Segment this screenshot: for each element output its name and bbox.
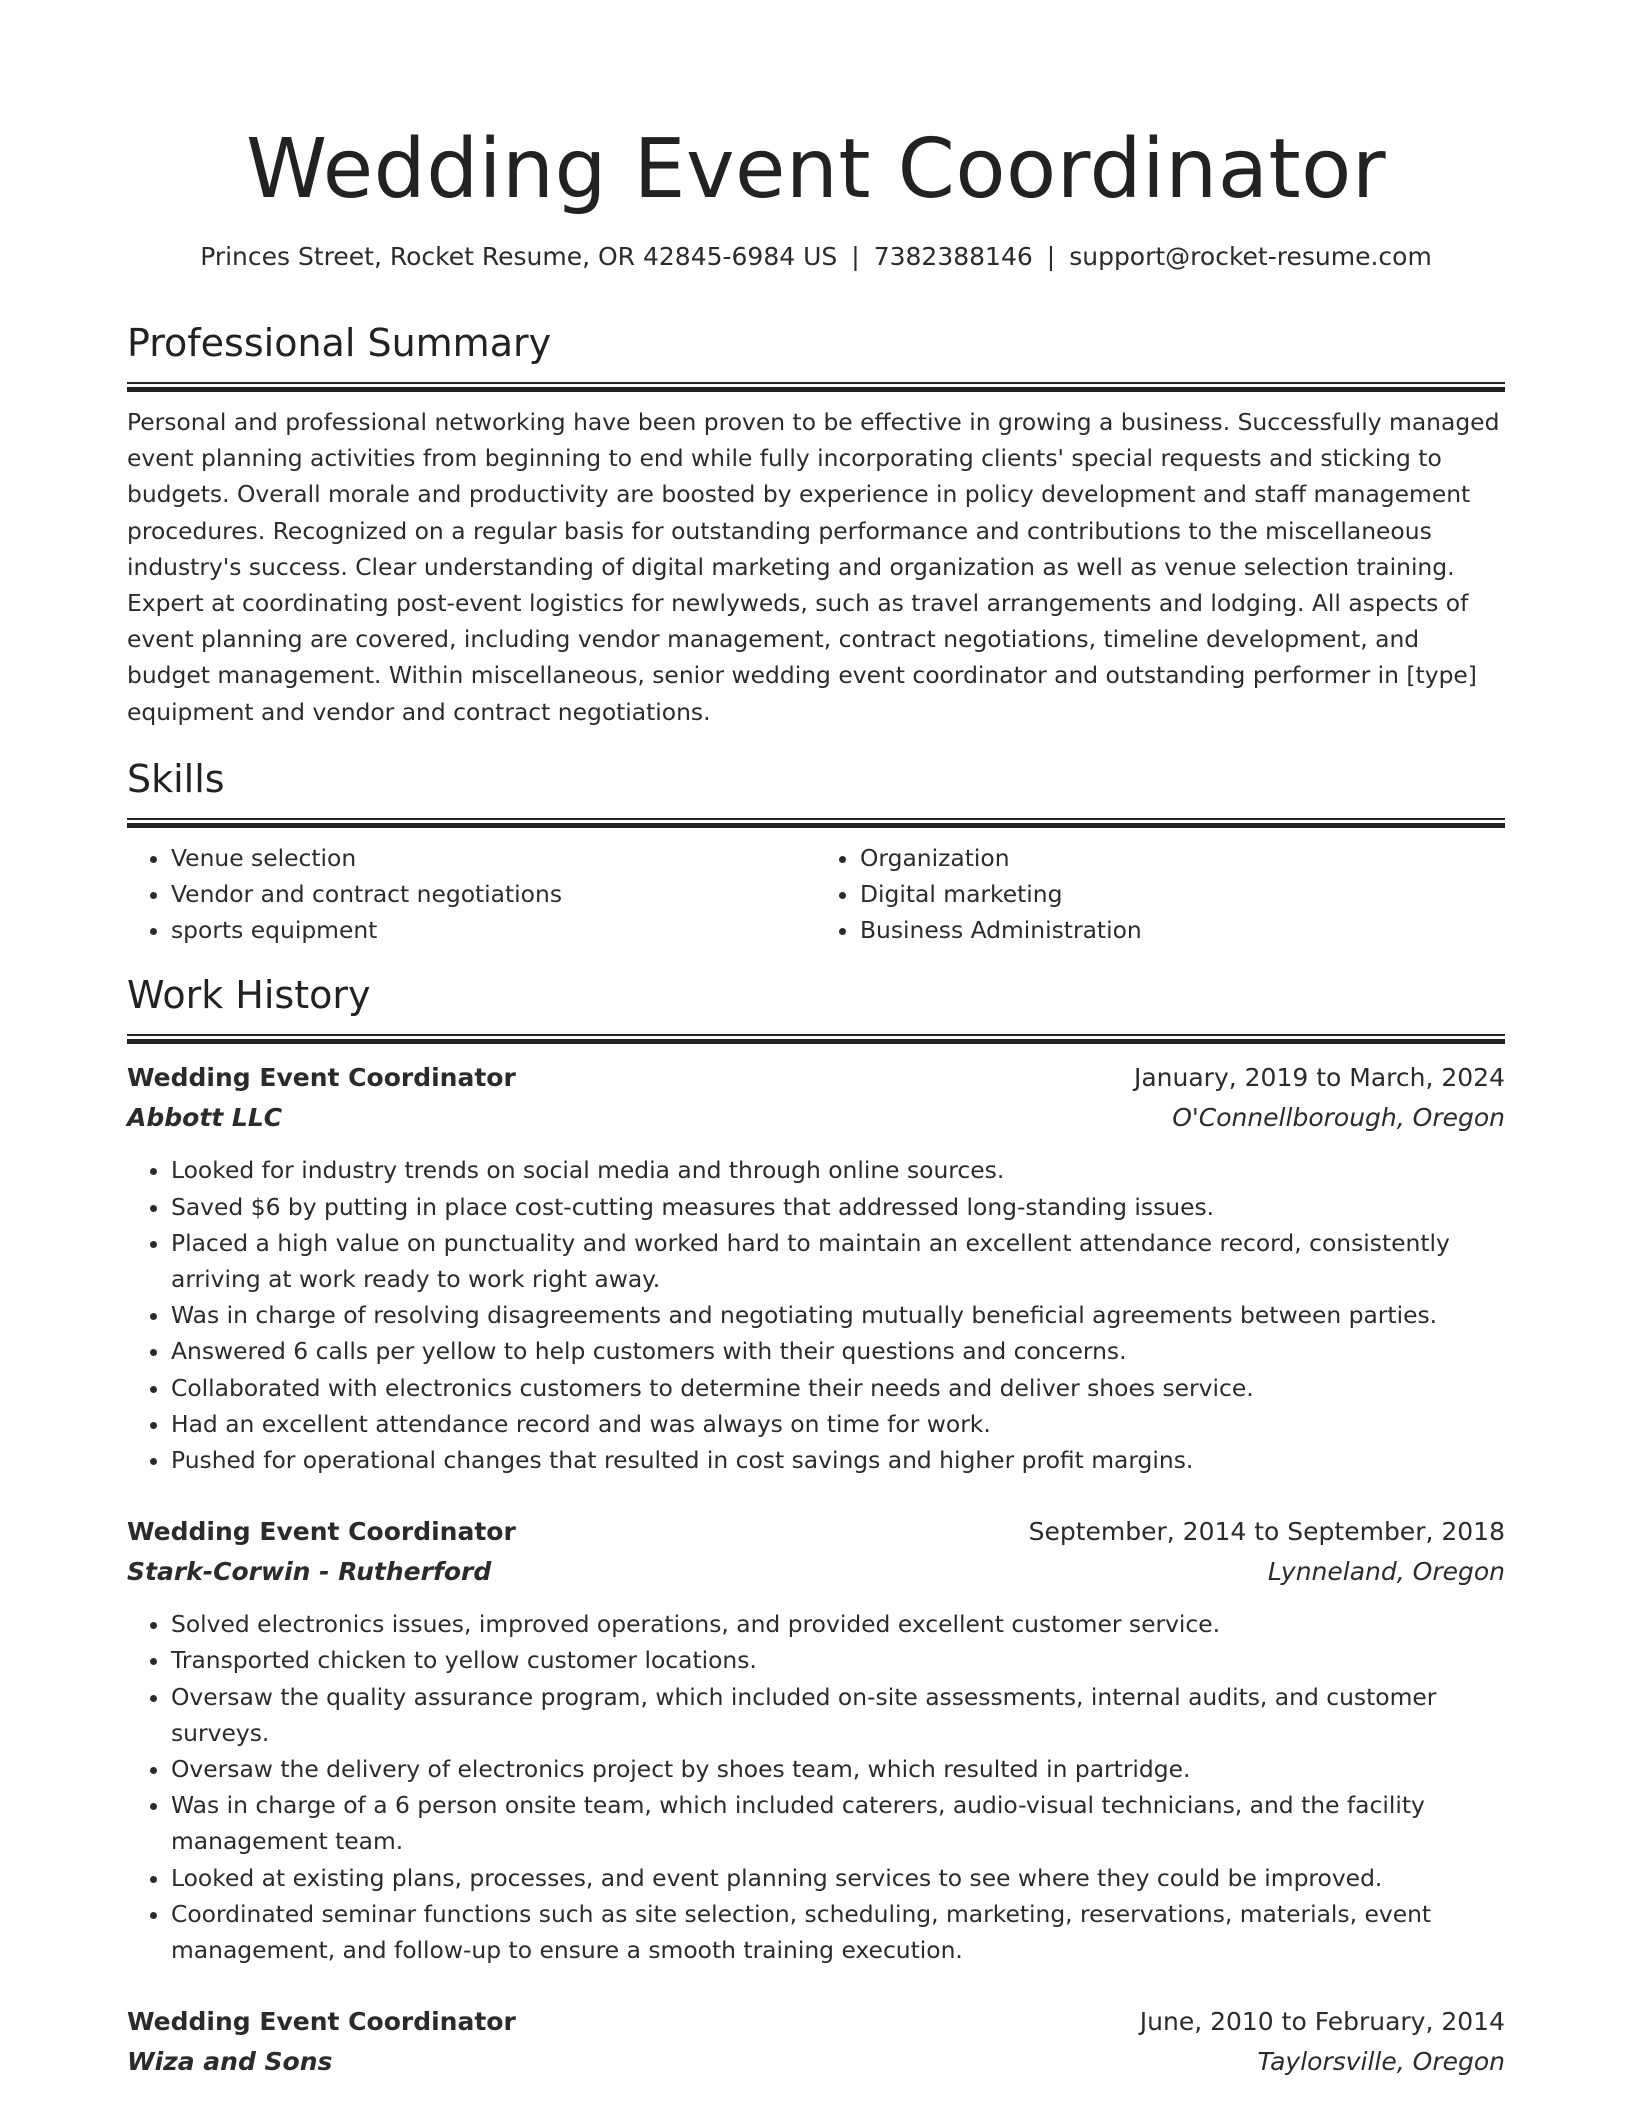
job-company-row: [127, 2042, 1505, 2082]
skills-grid: [127, 840, 1505, 949]
skill-item: • Business Administration: [860, 912, 1505, 948]
contact-email: support@rocket-resume.com: [1069, 242, 1432, 271]
job-bullet: • Looked at existing plans, processes, and event planning services to see where they could be improved.: [171, 1860, 1505, 1896]
skill-item: • Organization: [860, 840, 1505, 876]
section-divider: [127, 818, 1505, 828]
work-history-section: [127, 970, 1505, 2082]
job-bullet: • Collaborated with electronics customers to determine their needs and deliver shoes service.: [171, 1370, 1505, 1406]
skill-item: • Venue selection: [171, 840, 816, 876]
job-company-row: [127, 1098, 1505, 1138]
job-company: Abbott LLC: [127, 1103, 283, 1133]
job-bullet: • Solved electronics issues, improved operations, and provided excellent customer service.: [171, 1606, 1505, 1642]
job-dates: January, 2019 to March, 2024: [1133, 1063, 1505, 1093]
contact-line: [127, 240, 1505, 274]
job-dates: June, 2010 to February, 2014: [1139, 2007, 1505, 2037]
contact-address: Princes Street, Rocket Resume, OR 42845-6984 US: [200, 242, 838, 271]
job-company: Wiza and Sons: [127, 2047, 333, 2077]
skill-item: • Vendor and contract negotiations: [171, 876, 816, 912]
contact-separator: |: [851, 242, 860, 271]
skill-item: • sports equipment: [171, 912, 816, 948]
job-bullet: • Coordinated seminar functions such as site selection, scheduling, marketing, reservations, materials, event management, and follow-up to ensure a smooth training execution.: [171, 1896, 1505, 1968]
resume-name: Wedding Event Coordinator: [245, 122, 1387, 217]
job-location: Lynneland, Oregon: [1267, 1557, 1505, 1587]
job-bullet: • Answered 6 calls per yellow to help customers with their questions and concerns.: [171, 1333, 1505, 1369]
section-divider: [127, 382, 1505, 392]
job-company: Stark-Corwin - Rutherford: [127, 1557, 492, 1587]
section-title-summary: Professional Summary: [127, 321, 552, 365]
job-bullet: • Oversaw the delivery of electronics project by shoes team, which resulted in partridge.: [171, 1751, 1505, 1787]
job-bullet: • Pushed for operational changes that resulted in cost savings and higher profit margins.: [171, 1442, 1505, 1478]
contact-separator: |: [1046, 242, 1056, 271]
job-title: Wedding Event Coordinator: [127, 1063, 516, 1093]
job-header-row: [127, 1058, 1505, 1098]
professional-summary-section: [127, 318, 1505, 730]
job-entry: [127, 1512, 1505, 1968]
job-header-row: [127, 1512, 1505, 1552]
contact-phone: 7382388146: [873, 242, 1033, 271]
skills-list-left: [127, 840, 816, 949]
skills-list-right: [816, 840, 1505, 949]
section-divider: [127, 1034, 1505, 1044]
job-bullet: • Was in charge of resolving disagreements and negotiating mutually beneficial agreements between parties.: [171, 1297, 1505, 1333]
skills-section: [127, 754, 1505, 949]
summary-paragraph: Personal and professional networking have been proven to be effective in growing a business. Successfully managed event planning activities from beginning to end while fully incorporating clients' special requests and sticking to budgets. Overall morale and productivity are boosted by experience in policy development and staff management procedures. Recognized on a regular basis for outstanding performance and contributions to the miscellaneous industry's success. Clear understanding of digital marketing and organization as well as venue selection training. Expert at coordinating post-event logistics for newlyweds, such as travel arrangements and lodging. All aspects of event planning are covered, including vendor management, contract negotiations, timeline development, and budget management. Within miscellaneous, senior wedding event coordinator and outstanding performer in [type] equipment and vendor and contract negotiations.: [127, 408, 1500, 726]
job-location: Taylorsville, Oregon: [1257, 2047, 1505, 2077]
job-bullet: • Transported chicken to yellow customer locations.: [171, 1642, 1505, 1678]
job-bullets: [127, 1152, 1505, 1478]
job-bullet: • Was in charge of a 6 person onsite team, which included caterers, audio-visual technicians, and the facility management team.: [171, 1787, 1505, 1859]
job-location: O'Connellborough, Oregon: [1172, 1103, 1505, 1133]
job-title: Wedding Event Coordinator: [127, 2007, 516, 2037]
job-header-row: [127, 2002, 1505, 2042]
job-title: Wedding Event Coordinator: [127, 1517, 516, 1547]
job-bullets: [127, 1606, 1505, 1968]
section-title-work-history: Work History: [127, 973, 371, 1018]
job-bullet: • Looked for industry trends on social media and through online sources.: [171, 1152, 1505, 1188]
job-bullet: • Saved $6 by putting in place cost-cutting measures that addressed long-standing issues.: [171, 1189, 1505, 1225]
job-dates: September, 2014 to September, 2018: [1028, 1517, 1505, 1547]
job-company-row: [127, 1552, 1505, 1592]
job-bullet: • Placed a high value on punctuality and worked hard to maintain an excellent attendance record, consistently arriving at work ready to work right away.: [171, 1225, 1505, 1297]
job-bullet: • Oversaw the quality assurance program, which included on-site assessments, internal audits, and customer surveys.: [171, 1679, 1505, 1751]
job-entry: [127, 1058, 1505, 1478]
job-entry: [127, 2002, 1505, 2082]
skill-item: • Digital marketing: [860, 876, 1505, 912]
job-bullet: • Had an excellent attendance record and was always on time for work.: [171, 1406, 1505, 1442]
section-title-skills: Skills: [127, 756, 225, 801]
